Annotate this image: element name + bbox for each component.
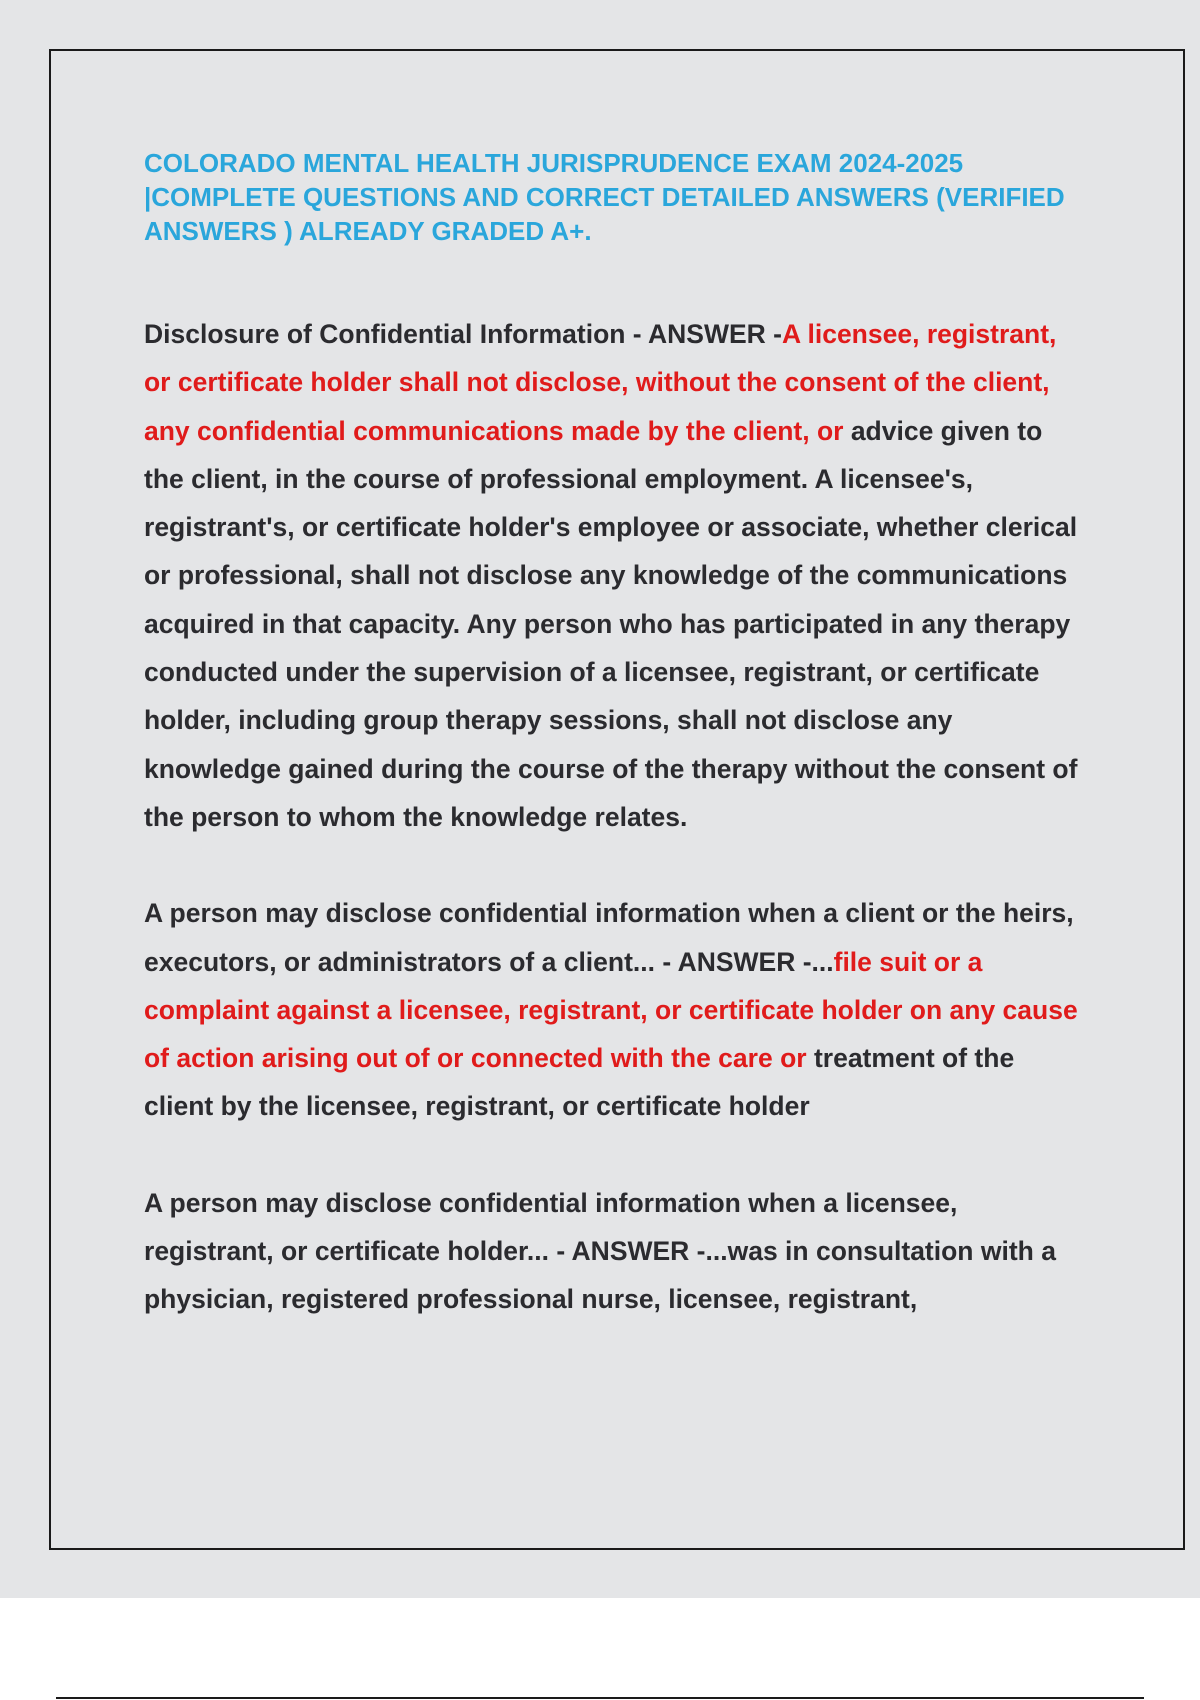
question-text: Disclosure of Confidential Information - ANSWER - (144, 319, 782, 349)
question-text: A person may disclose confidential information when a client or the heirs, executors, or administrators of a client... - ANSWER -... (144, 898, 1074, 977)
qa-item (144, 889, 1084, 1130)
answer-highlight: A licensee, registrant, or certificate holder shall not disclose, without the consent of the client, any confidential communications made by the client, or (144, 319, 1057, 446)
bottom-divider (56, 1697, 1144, 1699)
answer-text: was in consultation with a physician, registered professional nurse, licensee, registrant, (144, 1236, 1056, 1315)
answer-text: advice given to the client, in the course of professional employment. A licensee's, registrant's, or certificate holder's employee or associate, whether clerical or professional, shall not disclose any knowledge of the communications acquired in that capacity. Any person who has participated in any therapy conducted under the supervision of a licensee, registrant, or certificate holder, including group therapy sessions, shall not disclose any knowledge gained during the course of the therapy without the consent of the person to whom the knowledge relates. (144, 415, 1078, 832)
answer-highlight: file suit or a complaint against a licensee, registrant, or certificate holder on any cause of action arising out of or connected with the care or (144, 946, 1078, 1074)
question-text: A person may disclose confidential information when a licensee, registrant, or certificate holder... - ANSWER -... (144, 1187, 958, 1267)
qa-item (144, 310, 1084, 841)
document-content (144, 146, 1084, 1372)
qa-item (144, 1179, 1084, 1324)
answer-text: treatment of the client by the licensee, registrant, or certificate holder (144, 1043, 1015, 1122)
document-title: COLORADO MENTAL HEALTH JURISPRUDENCE EXAM 2024-2025 |COMPLETE QUESTIONS AND CORRECT DETAILED ANSWERS (VERIFIED ANSWERS ) ALREADY GRADED A+. (144, 148, 1065, 246)
